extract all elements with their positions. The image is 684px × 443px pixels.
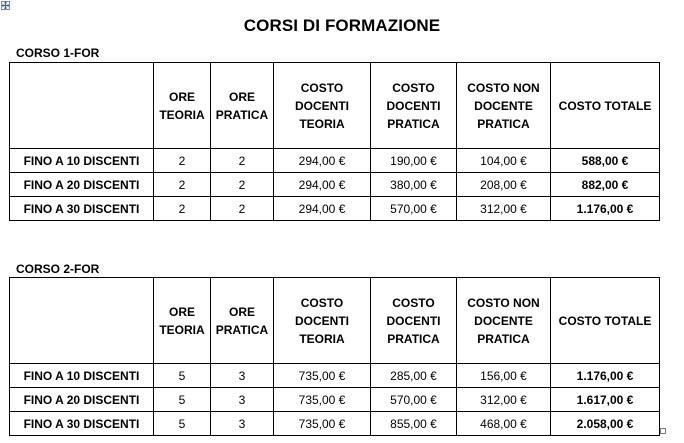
table-header-row xyxy=(10,63,660,149)
row-label: FINO A 10 DISCENTI xyxy=(10,149,154,173)
cell-costo-docenti-pratica: 285,00 € xyxy=(371,364,457,388)
cell-costo-totale: 882,00 € xyxy=(551,173,660,197)
header-costo-docenti-pratica: COSTO DOCENTI PRATICA xyxy=(371,278,457,364)
cell-costo-totale: 2.058,00 € xyxy=(551,412,660,436)
cell-costo-non-docente-pratica: 312,00 € xyxy=(457,197,551,221)
header-costo-totale: COSTO TOTALE xyxy=(551,63,660,149)
cell-ore-teoria: 5 xyxy=(154,364,211,388)
table-row xyxy=(10,388,660,412)
cell-costo-totale: 588,00 € xyxy=(551,149,660,173)
cell-costo-non-docente-pratica: 156,00 € xyxy=(457,364,551,388)
row-label: FINO A 20 DISCENTI xyxy=(10,388,154,412)
cell-ore-teoria: 2 xyxy=(154,149,211,173)
table-row xyxy=(10,364,660,388)
cell-costo-docenti-pratica: 855,00 € xyxy=(371,412,457,436)
cell-costo-docenti-teoria: 294,00 € xyxy=(274,173,371,197)
cell-ore-teoria: 5 xyxy=(154,388,211,412)
cell-ore-teoria: 2 xyxy=(154,173,211,197)
header-costo-non-docente-pratica: COSTO NON DOCENTE PRATICA xyxy=(457,278,551,364)
header-ore-teoria: ORE TEORIA xyxy=(154,278,211,364)
header-costo-non-docente-pratica: COSTO NON DOCENTE PRATICA xyxy=(457,63,551,149)
cell-costo-docenti-teoria: 294,00 € xyxy=(274,149,371,173)
header-costo-docenti-teoria: COSTO DOCENTI TEORIA xyxy=(274,278,371,364)
cell-costo-non-docente-pratica: 104,00 € xyxy=(457,149,551,173)
course-2-label: CORSO 2-FOR xyxy=(16,262,100,276)
header-ore-teoria: ORE TEORIA xyxy=(154,63,211,149)
cell-costo-non-docente-pratica: 468,00 € xyxy=(457,412,551,436)
cell-costo-docenti-teoria: 735,00 € xyxy=(274,364,371,388)
header-empty-cell xyxy=(10,278,154,364)
table-row xyxy=(10,412,660,436)
table-row xyxy=(10,149,660,173)
cell-costo-non-docente-pratica: 312,00 € xyxy=(457,388,551,412)
cell-ore-teoria: 5 xyxy=(154,412,211,436)
cell-costo-totale: 1.617,00 € xyxy=(551,388,660,412)
table-row xyxy=(10,197,660,221)
cell-ore-teoria: 2 xyxy=(154,197,211,221)
document-title: CORSI DI FORMAZIONE xyxy=(243,16,441,35)
row-label: FINO A 10 DISCENTI xyxy=(10,364,154,388)
header-costo-totale: COSTO TOTALE xyxy=(551,278,660,364)
header-empty-cell xyxy=(10,63,154,149)
cell-costo-non-docente-pratica: 208,00 € xyxy=(457,173,551,197)
header-ore-pratica: ORE PRATICA xyxy=(211,278,274,364)
cell-ore-pratica: 2 xyxy=(211,197,274,221)
move-arrows-icon xyxy=(2,2,9,9)
cell-ore-pratica: 3 xyxy=(211,388,274,412)
header-costo-docenti-pratica: COSTO DOCENTI PRATICA xyxy=(371,63,457,149)
cell-ore-pratica: 2 xyxy=(211,173,274,197)
cell-ore-pratica: 3 xyxy=(211,364,274,388)
cell-costo-docenti-pratica: 570,00 € xyxy=(371,197,457,221)
table-resize-handle[interactable] xyxy=(660,428,666,434)
cell-costo-docenti-teoria: 735,00 € xyxy=(274,388,371,412)
table-move-handle[interactable] xyxy=(1,1,10,10)
course-2-table xyxy=(9,277,660,436)
table-header-row xyxy=(10,278,660,364)
header-ore-pratica: ORE PRATICA xyxy=(211,63,274,149)
cell-costo-docenti-pratica: 190,00 € xyxy=(371,149,457,173)
cell-costo-totale: 1.176,00 € xyxy=(551,364,660,388)
cell-costo-docenti-pratica: 380,00 € xyxy=(371,173,457,197)
cell-costo-docenti-teoria: 735,00 € xyxy=(274,412,371,436)
cell-costo-docenti-teoria: 294,00 € xyxy=(274,197,371,221)
row-label: FINO A 30 DISCENTI xyxy=(10,197,154,221)
cell-ore-pratica: 2 xyxy=(211,149,274,173)
row-label: FINO A 20 DISCENTI xyxy=(10,173,154,197)
cell-ore-pratica: 3 xyxy=(211,412,274,436)
table-row xyxy=(10,173,660,197)
course-1-label: CORSO 1-FOR xyxy=(16,46,100,60)
cell-costo-totale: 1.176,00 € xyxy=(551,197,660,221)
course-1-table xyxy=(9,62,660,221)
cell-costo-docenti-pratica: 570,00 € xyxy=(371,388,457,412)
header-costo-docenti-teoria: COSTO DOCENTI TEORIA xyxy=(274,63,371,149)
row-label: FINO A 30 DISCENTI xyxy=(10,412,154,436)
